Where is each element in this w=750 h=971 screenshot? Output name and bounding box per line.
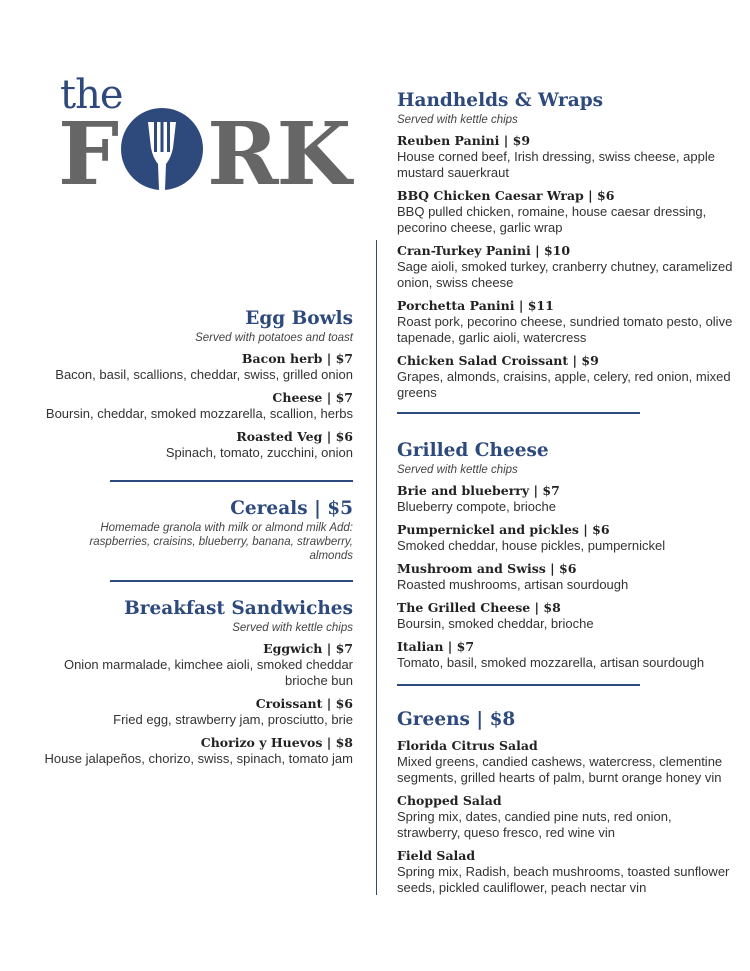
item-name: Italian | $7	[397, 639, 475, 654]
section-subtitle: Served with kettle chips	[397, 114, 518, 126]
section-title: Breakfast Sandwiches	[124, 598, 353, 619]
item-name: Cran-Turkey Panini | $10	[397, 243, 571, 258]
section-subtitle: Served with kettle chips	[397, 464, 518, 476]
section-title: Egg Bowls	[245, 308, 353, 329]
item-name: Chorizo y Huevos | $8	[200, 735, 353, 750]
item-name: Bacon herb | $7	[241, 351, 353, 366]
item-name: Chicken Salad Croissant | $9	[397, 353, 599, 368]
item-desc: Grapes, almonds, craisins, apple, celery, red onion, mixed greens	[397, 369, 731, 400]
item-name: Eggwich | $7	[263, 641, 353, 656]
logo-f: F	[58, 104, 118, 205]
section-grilled-cheese	[397, 439, 737, 678]
section-handhelds	[397, 89, 737, 408]
item-desc: Blueberry compote, brioche	[397, 499, 556, 514]
item-desc: Boursin, smoked cheddar, brioche	[397, 616, 594, 631]
item-name: The Grilled Cheese | $8	[397, 600, 561, 615]
item-desc: BBQ pulled chicken, romaine, house caesar dressing, pecorino cheese, garlic wrap	[397, 204, 707, 235]
section-subtitle: Homemade granola with milk or almond milk Add: raspberries, craisins, blueberry, banana, strawberry, almonds	[89, 522, 353, 562]
item-name: Mushroom and Swiss | $6	[397, 561, 577, 576]
item-desc: Smoked cheddar, house pickles, pumpernickel	[397, 538, 666, 553]
item-desc: Onion marmalade, kimchee aioli, smoked cheddar brioche bun	[63, 657, 353, 688]
column-divider	[376, 240, 377, 895]
section-cereals	[43, 497, 353, 569]
logo-rk: RK	[207, 104, 350, 205]
section-title: Grilled Cheese	[397, 440, 549, 461]
item-name: Reuben Panini | $9	[397, 133, 531, 148]
section-title: Greens | $8	[397, 709, 516, 730]
logo-fork	[58, 104, 350, 205]
item-name: Field Salad	[397, 848, 476, 863]
item-desc: House jalapeños, chorizo, swiss, spinach, tomato jam	[44, 751, 353, 766]
item-name: Croissant | $6	[255, 696, 353, 711]
item-desc: Boursin, cheddar, smoked mozzarella, scallion, herbs	[45, 406, 353, 421]
item-desc: Bacon, basil, scallions, cheddar, swiss, grilled onion	[55, 367, 353, 382]
item-desc: Spring mix, Radish, beach mushrooms, toasted sunflower seeds, pickled cauliflower, peach nectar vin	[397, 864, 730, 895]
item-desc: Roasted mushrooms, artisan sourdough	[397, 577, 629, 592]
item-desc: Tomato, basil, smoked mozzarella, artisan sourdough	[397, 655, 705, 670]
item-name: Florida Citrus Salad	[397, 738, 538, 753]
item-desc: Spring mix, dates, candied pine nuts, red onion, strawberry, queso fresco, red wine vin	[397, 809, 672, 840]
item-desc: Spinach, tomato, zucchini, onion	[165, 445, 353, 460]
item-desc: Mixed greens, candied cashews, watercress, clementine segments, grilled hearts of palm, burnt orange honey vin	[397, 754, 723, 785]
logo-the: the	[60, 72, 123, 118]
item-name: Cheese | $7	[272, 390, 353, 405]
item-desc: House corned beef, Irish dressing, swiss cheese, apple mustard sauerkraut	[397, 149, 715, 180]
the-fork-logo	[58, 72, 358, 205]
item-name: Pumpernickel and pickles | $6	[397, 522, 610, 537]
fork-icon	[121, 108, 203, 190]
section-greens	[397, 708, 737, 903]
divider	[397, 412, 640, 414]
section-title: Cereals | $5	[230, 498, 353, 519]
section-subtitle: Served with kettle chips	[232, 622, 353, 634]
divider	[110, 580, 353, 582]
item-name: Porchetta Panini | $11	[397, 298, 554, 313]
divider	[397, 684, 640, 686]
item-desc: Roast pork, pecorino cheese, sundried tomato pesto, olive tapenade, garlic aioli, watercress	[397, 314, 733, 345]
item-name: BBQ Chicken Caesar Wrap | $6	[397, 188, 615, 203]
item-name: Brie and blueberry | $7	[397, 483, 560, 498]
section-breakfast-sandwiches	[33, 597, 353, 774]
item-name: Roasted Veg | $6	[236, 429, 353, 444]
item-name: Chopped Salad	[397, 793, 502, 808]
section-egg-bowls	[33, 307, 353, 468]
section-subtitle: Served with potatoes and toast	[195, 332, 353, 344]
section-title: Handhelds & Wraps	[397, 90, 604, 111]
item-desc: Sage aioli, smoked turkey, cranberry chutney, caramelized onion, swiss cheese	[397, 259, 733, 290]
item-desc: Fried egg, strawberry jam, prosciutto, brie	[113, 712, 353, 727]
divider	[110, 480, 353, 482]
